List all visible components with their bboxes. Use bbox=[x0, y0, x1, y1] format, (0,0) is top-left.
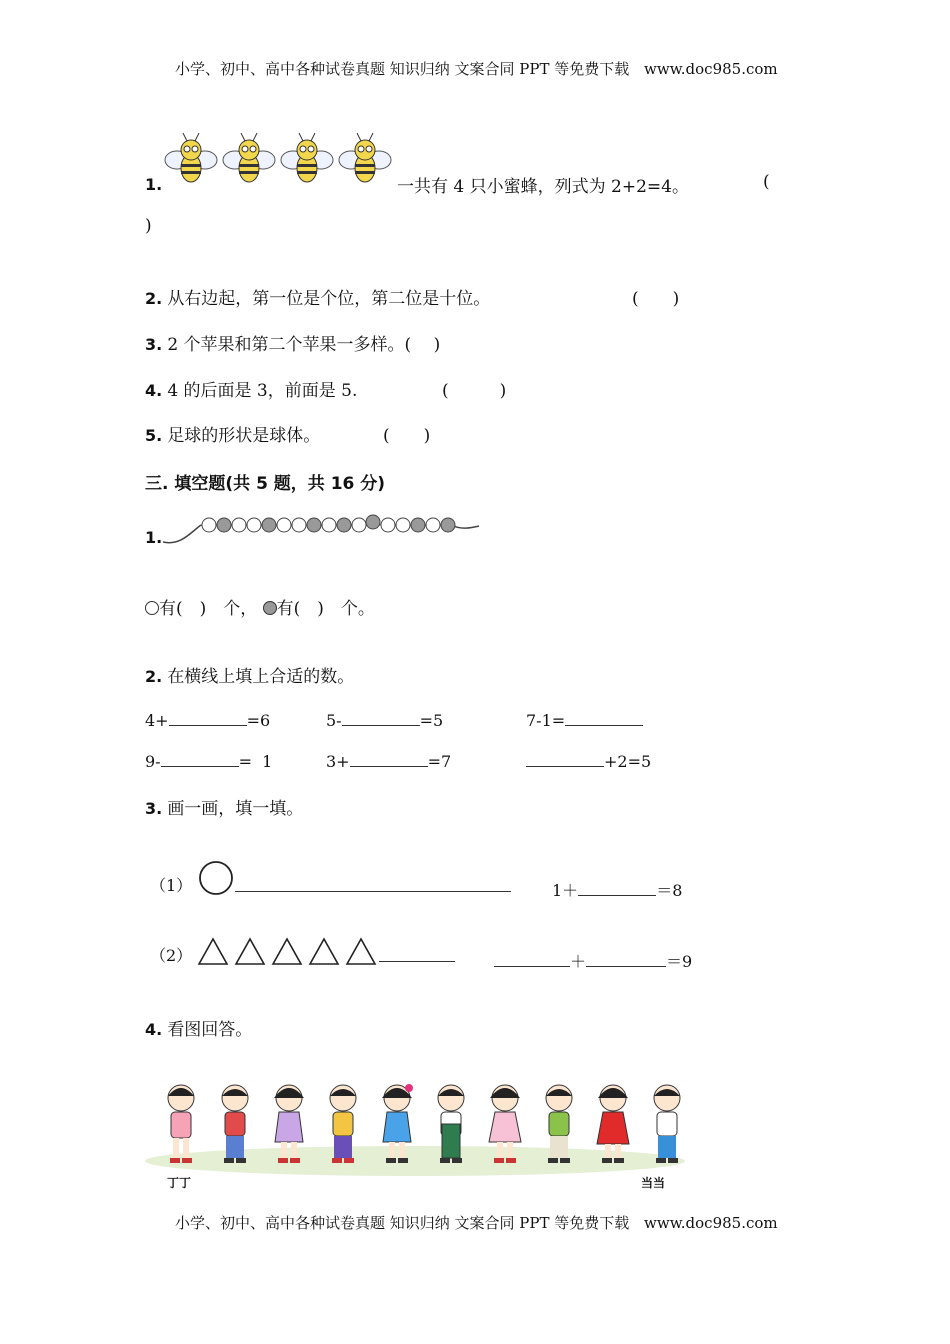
eq-post: ＝9 bbox=[666, 952, 693, 971]
child-figure bbox=[641, 1080, 693, 1166]
q5-text: 足球的形状是球体。 bbox=[167, 426, 321, 446]
child-figure bbox=[263, 1080, 315, 1166]
bead-string bbox=[161, 510, 481, 550]
caption-left: 丁丁 bbox=[167, 1176, 192, 1190]
caption-right: 当当 bbox=[641, 1176, 666, 1190]
fill-q3-part2 bbox=[150, 936, 455, 966]
child-figure bbox=[155, 1080, 207, 1166]
judge-q4 bbox=[145, 376, 357, 401]
eq-row2-2 bbox=[326, 750, 451, 771]
part1-label: （1） bbox=[150, 876, 193, 895]
fill-q2-text: 在横线上填上合适的数。 bbox=[167, 667, 355, 687]
bee-row bbox=[163, 130, 393, 186]
fill-q3 bbox=[145, 794, 303, 819]
q4-paren: ( ) bbox=[442, 381, 507, 401]
judge-q3 bbox=[145, 330, 440, 355]
header-url: www.doc985.com bbox=[644, 60, 778, 78]
circle-shape-icon bbox=[197, 860, 235, 896]
eq-row1-1 bbox=[145, 709, 270, 730]
answer-blank[interactable] bbox=[578, 879, 656, 896]
bee-icon bbox=[221, 130, 277, 186]
q1-number: 1. bbox=[145, 175, 163, 194]
q2-paren: ( ) bbox=[632, 289, 680, 309]
answer-blank[interactable] bbox=[169, 709, 247, 726]
draw-blank[interactable] bbox=[379, 945, 455, 962]
eq-pre: 5- bbox=[326, 711, 342, 730]
answer-blank[interactable] bbox=[342, 709, 420, 726]
draw-blank[interactable] bbox=[235, 875, 511, 892]
q5-paren: ( ) bbox=[383, 426, 431, 446]
child-figure bbox=[425, 1080, 477, 1166]
q3-number: 3. bbox=[145, 335, 163, 354]
q3-text: 2 个苹果和第二个苹果一多样。( ) bbox=[167, 335, 441, 355]
fill-q2 bbox=[145, 662, 354, 687]
kids-row bbox=[155, 1080, 693, 1166]
page-header bbox=[175, 58, 778, 79]
child-figure bbox=[209, 1080, 261, 1166]
eq-row2-3 bbox=[526, 750, 651, 771]
child-figure bbox=[317, 1080, 369, 1166]
section-title: 三. 填空题(共 5 题，共 16 分) bbox=[145, 474, 386, 494]
bee-icon bbox=[279, 130, 335, 186]
eq-post: =5 bbox=[419, 711, 444, 730]
fill-q1-number: 1. bbox=[145, 528, 163, 547]
white-bead-icon bbox=[145, 601, 159, 615]
eq-pre: 1＋ bbox=[552, 881, 579, 900]
q2-number: 2. bbox=[145, 289, 163, 308]
bee-icon bbox=[337, 130, 393, 186]
answer-blank[interactable] bbox=[350, 750, 428, 767]
eq-post: = 1 bbox=[238, 752, 273, 771]
triangles-shape-icon bbox=[197, 936, 379, 966]
judge-q2 bbox=[145, 284, 490, 309]
answer-blank[interactable] bbox=[526, 750, 604, 767]
children-picture bbox=[145, 1080, 690, 1190]
fill-q4 bbox=[145, 1015, 252, 1040]
fill-q3-eq1 bbox=[552, 878, 682, 901]
fill-q3-number: 3. bbox=[145, 799, 163, 818]
eq-post: =6 bbox=[246, 711, 271, 730]
eq-row1-2 bbox=[326, 709, 443, 730]
answer-blank[interactable] bbox=[565, 709, 643, 726]
q4-number: 4. bbox=[145, 381, 163, 400]
bee-icon bbox=[163, 130, 219, 186]
eq-post: =7 bbox=[427, 752, 452, 771]
eq-post: +2=5 bbox=[604, 752, 652, 771]
child-figure bbox=[533, 1080, 585, 1166]
q1-paren-open: ( bbox=[763, 172, 770, 192]
q1-paren-close: ) bbox=[145, 216, 152, 236]
header-text: 小学、初中、高中各种试卷真题 知识归纳 文案合同 PPT 等免费下载 bbox=[175, 60, 630, 78]
fill-q2-number: 2. bbox=[145, 667, 163, 686]
part2-label: （2） bbox=[150, 946, 193, 965]
eq-mid: ＋ bbox=[570, 952, 587, 971]
eq-post: ＝8 bbox=[656, 881, 683, 900]
eq-row1-3 bbox=[526, 709, 643, 730]
eq-row2-1 bbox=[145, 750, 272, 771]
fill-q3-eq2 bbox=[494, 949, 692, 972]
gray-bead-icon bbox=[263, 601, 277, 615]
answer-blank[interactable] bbox=[494, 950, 570, 967]
child-figure bbox=[371, 1080, 423, 1166]
answer-blank[interactable] bbox=[161, 750, 239, 767]
child-figure bbox=[587, 1080, 639, 1166]
eq-pre: 3+ bbox=[326, 752, 350, 771]
fill-q3-part1 bbox=[150, 860, 511, 896]
fill-q3-text: 画一画，填一填。 bbox=[167, 799, 304, 819]
q5-number: 5. bbox=[145, 426, 163, 445]
footer-url: www.doc985.com bbox=[644, 1214, 778, 1232]
white-bead-count: 有( ) 个， bbox=[159, 599, 258, 619]
q2-text: 从右边起，第一位是个位，第二位是十位。 bbox=[167, 289, 491, 309]
eq-pre: 4+ bbox=[145, 711, 169, 730]
eq-pre: 9- bbox=[145, 752, 161, 771]
gray-bead-count: 有( ) 个。 bbox=[276, 599, 375, 619]
page-footer bbox=[175, 1212, 778, 1233]
q1-text: 一共有 4 只小蜜蜂，列式为 2+2=4。 bbox=[397, 177, 689, 197]
answer-blank[interactable] bbox=[586, 950, 666, 967]
q4-text: 4 的后面是 3，前面是 5. bbox=[167, 381, 358, 401]
footer-text: 小学、初中、高中各种试卷真题 知识归纳 文案合同 PPT 等免费下载 bbox=[175, 1214, 630, 1232]
judge-q5 bbox=[145, 421, 320, 446]
fill-q4-text: 看图回答。 bbox=[167, 1020, 253, 1040]
eq-pre: 7-1= bbox=[526, 711, 566, 730]
fill-q4-number: 4. bbox=[145, 1020, 163, 1039]
child-figure bbox=[479, 1080, 531, 1166]
fill-q1-answer bbox=[145, 594, 375, 619]
